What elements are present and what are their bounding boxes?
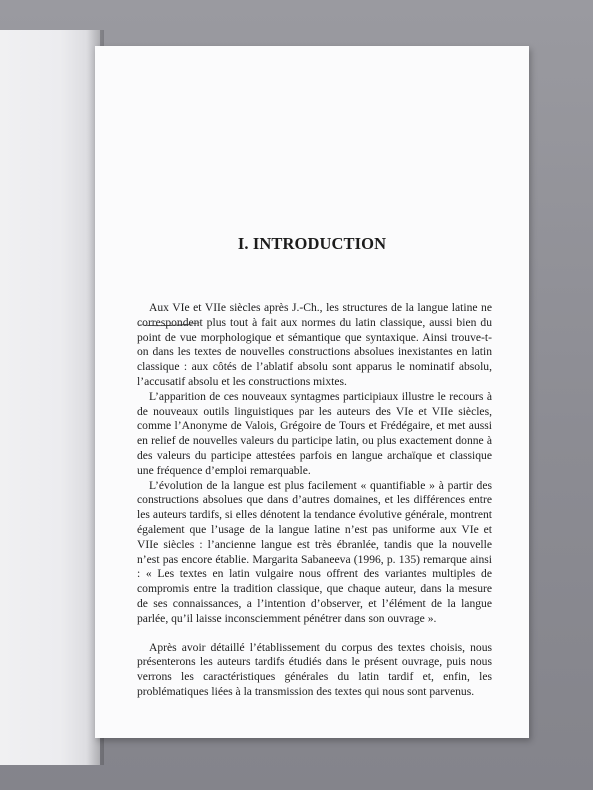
left-page-edge: [0, 30, 100, 765]
paragraph-2: L’apparition de ces nouveaux syntagmes participiaux illustre le recours à de nouveaux outils linguistiques par les auteurs des VIe et VIIe siècles, comme l’Anonyme de Valois, Grégoire de Tours et Frédégaire, et met aussi en relief de nouvelles valeurs du participe latin, ou plus exactement donne à des valeurs du participe attestées parfois en langue archaïque et classique une fréquence d’emploi remarquable.: [137, 389, 492, 477]
body-text: [137, 301, 492, 700]
paragraph-1: Aux VIe et VIIe siècles après J.-Ch., les structures de la langue latine ne correspondent plus tout à fait aux normes du latin classique, aussi bien du point de vue morphologique et sémantique que syntaxique. Ainsi trouve-t-on dans les textes de nouvelles constructions absolues inexistantes en latin classique : aux côtés de l’ablatif absolu sont apparus le nominatif absolu, l’accusatif absolu et les constructions mixtes.: [137, 301, 492, 388]
book-page: [95, 46, 529, 738]
paragraph-3: L’évolution de la langue est plus facilement « quantifiable » à partir des constructions absolues que dans d’autres domaines, et les différences entre les auteurs tardifs, si elles dénotent la tendance évolutive générale, montrent également que l’usage de la langue latine n’est pas uniforme aux VIe et VIIe siècles : l’ancienne langue est très ébranlée, tandis que la nouvelle n’est pas encore établie. Margarita Sabaneeva (1996, p. 135) remarque ainsi : « Les textes en latin vulgaire nous offrent des variantes multiples de compromis entre la tradition classique, que chaque auteur, dans la mesure de ses connaissances, a l’intention d’observer, et l’élément de la langue parlée, qu’il laisse inconsciemment pénétrer dans son ouvrage ».: [137, 478, 492, 625]
chapter-title: I. INTRODUCTION: [237, 234, 387, 253]
paragraph-4: Après avoir détaillé l’établissement du corpus des textes choisis, nous présenterons les auteurs tardifs étudiés dans le présent ouvrage, puis nous verrons les caractéristiques générales du latin tardif et, enfin, les problématiques liées à la transmission des textes qui nous sont parvenus.: [137, 640, 492, 698]
